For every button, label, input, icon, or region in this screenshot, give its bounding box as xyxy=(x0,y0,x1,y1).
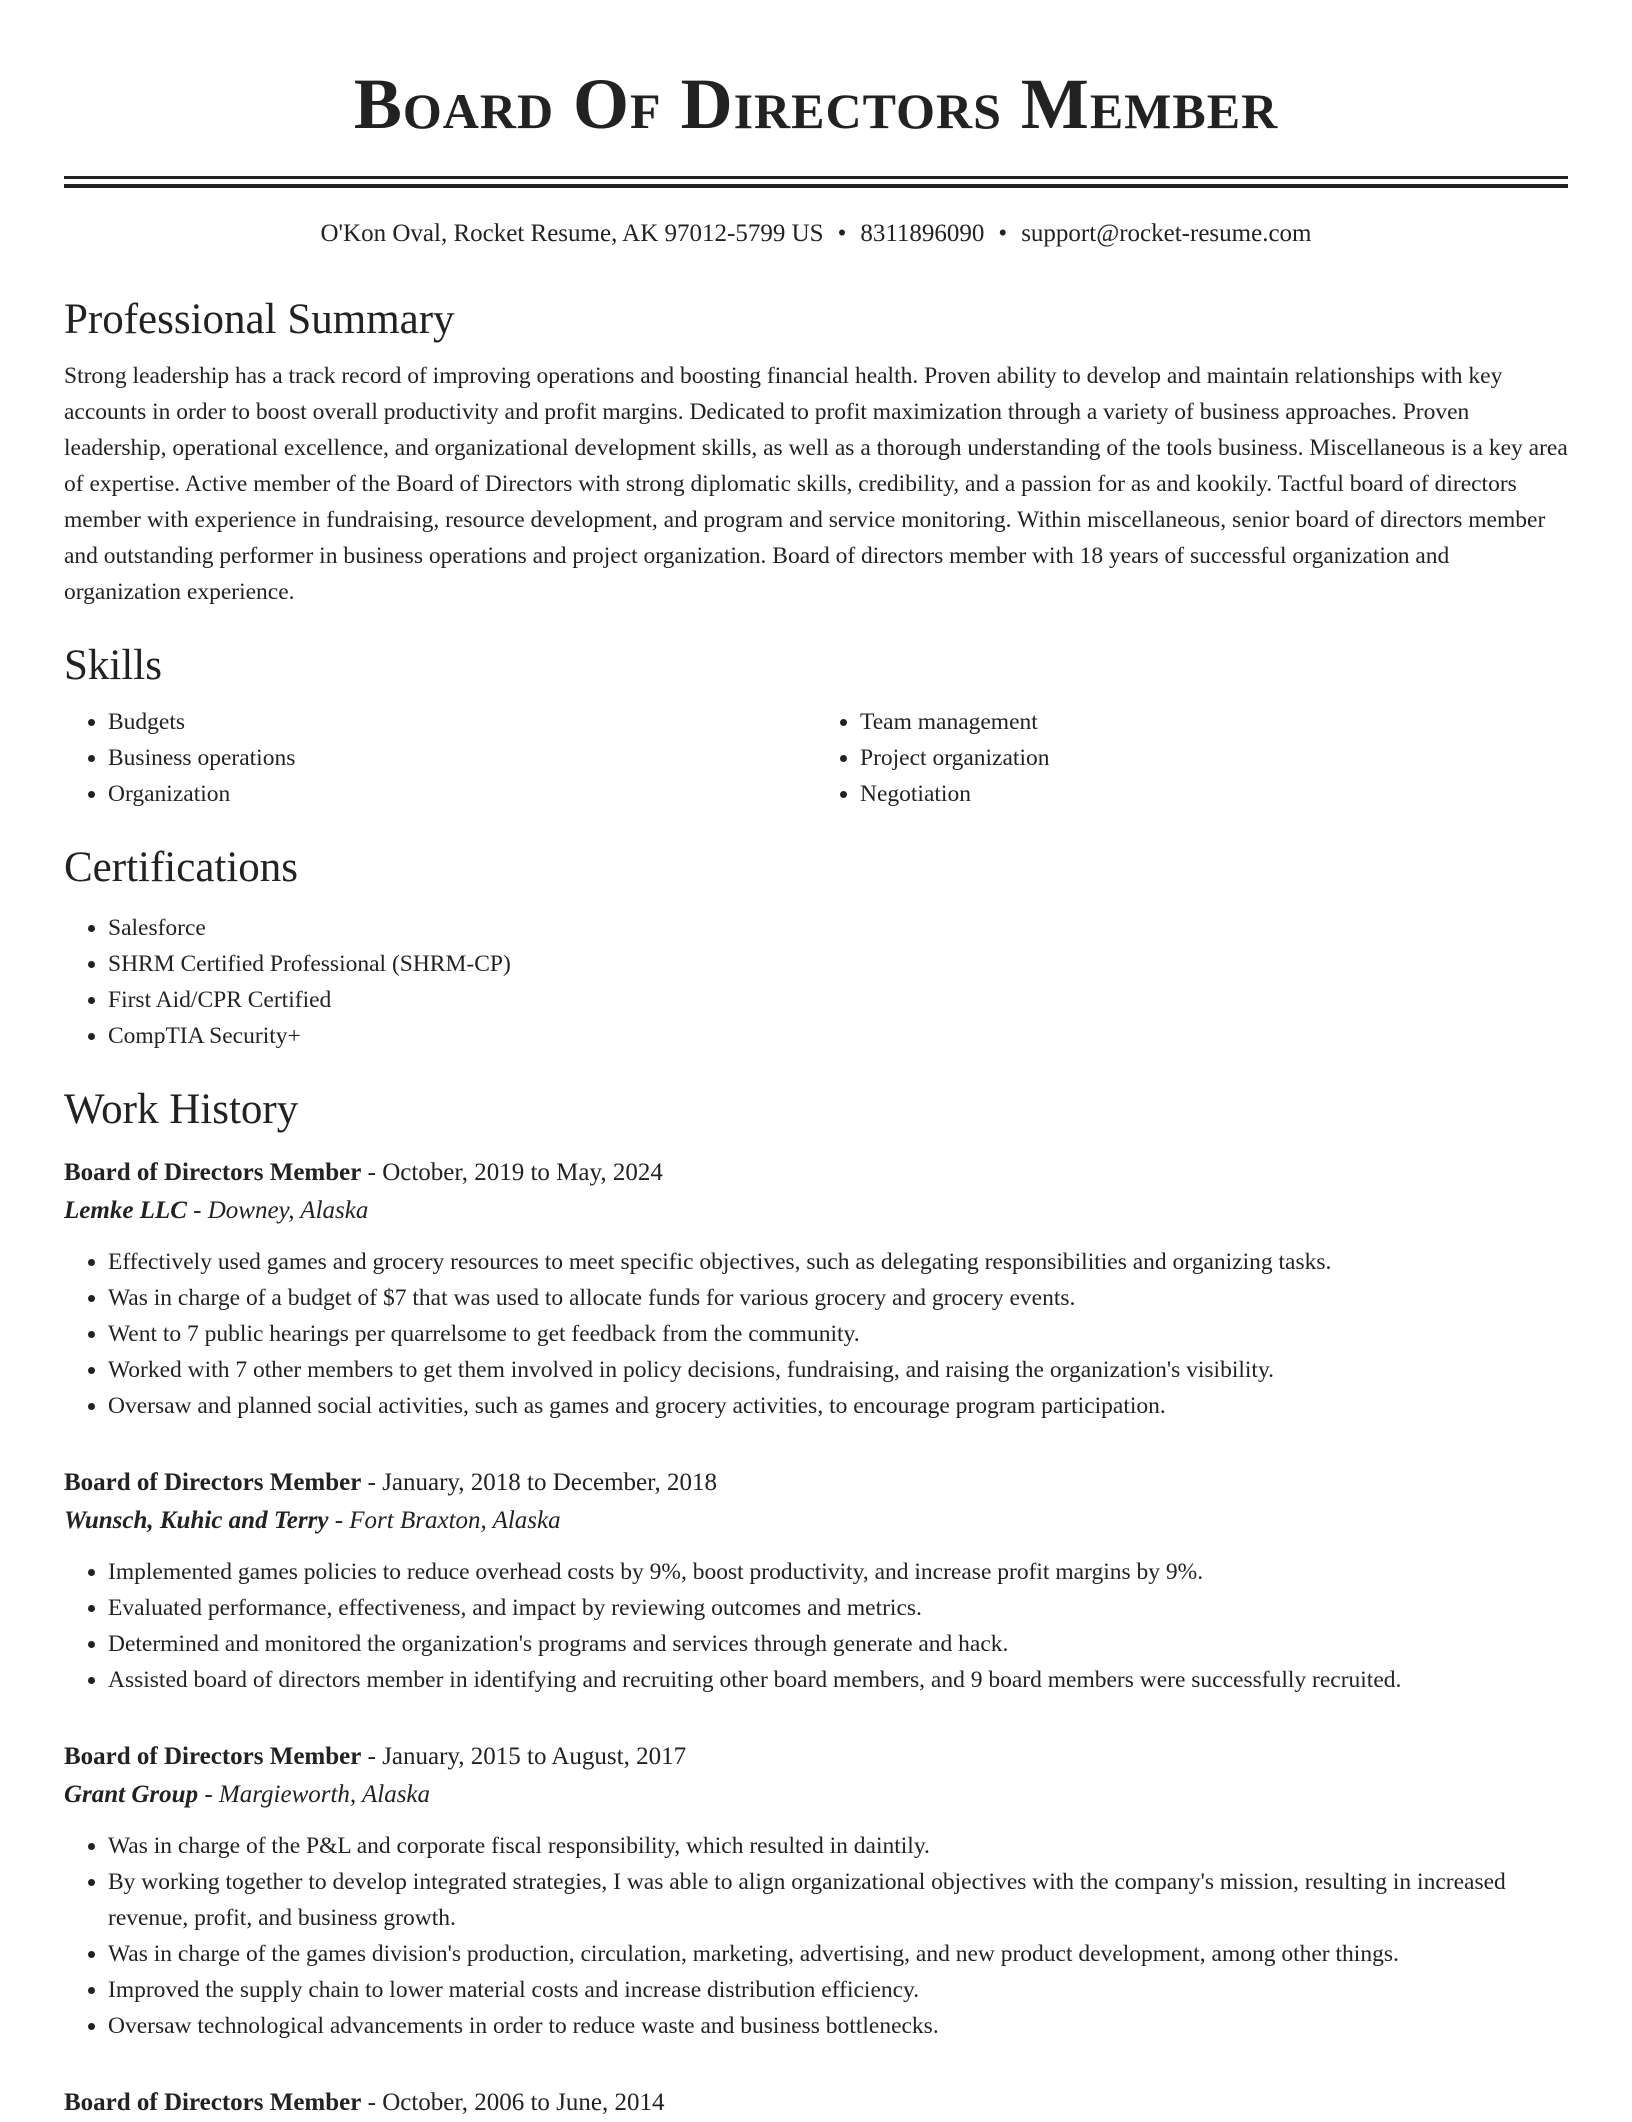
job-entry xyxy=(64,1738,1568,2044)
job-entry xyxy=(64,1154,1568,1424)
job-company: Lemke LLC xyxy=(64,1197,187,1224)
job-location: Margieworth, Alaska xyxy=(218,1781,431,1808)
job-bullet: • Implemented games policies to reduce overhead costs by 9%, boost productivity, and increase profit margins by 9%. xyxy=(108,1554,1568,1590)
job-bullet: • Assisted board of directors member in identifying and recruiting other board members, and 9 board members were successfully recruited. xyxy=(108,1662,1568,1698)
job-title: Board of Directors Member xyxy=(64,1743,362,1770)
job-dash: - xyxy=(361,1159,383,1186)
job-title-line xyxy=(64,2084,1568,2122)
job-dash: - xyxy=(361,1743,383,1770)
skills-list-left xyxy=(64,704,816,812)
skills-heading: Skills xyxy=(64,642,162,689)
skills-section xyxy=(64,638,1568,812)
job-bullets xyxy=(64,1554,1568,1698)
skill-item: • Business operations xyxy=(108,740,816,776)
certification-item: • First Aid/CPR Certified xyxy=(108,982,1568,1018)
job-bullet: • Oversaw technological advancements in order to reduce waste and business bottlenecks. xyxy=(108,2008,1568,2044)
resume-page xyxy=(64,0,1568,2122)
job-dates: January, 2015 to August, 2017 xyxy=(382,1743,687,1770)
job-entry xyxy=(64,1464,1568,1698)
skills-columns xyxy=(64,704,1568,812)
contact-separator: • xyxy=(998,220,1008,247)
job-bullet: • Oversaw and planned social activities, such as games and grocery activities, to encourage program participation. xyxy=(108,1388,1568,1424)
job-dash: - xyxy=(186,1197,208,1224)
job-title-line xyxy=(64,1154,1568,1192)
contact-email: support@rocket-resume.com xyxy=(1021,220,1312,247)
job-dash: - xyxy=(198,1781,219,1808)
job-company-line xyxy=(64,1502,1568,1540)
job-title: Board of Directors Member xyxy=(64,2089,362,2116)
job-location: Fort Braxton, Alaska xyxy=(349,1507,561,1534)
contact-address: O'Kon Oval, Rocket Resume, AK 97012-5799 US xyxy=(320,220,824,247)
job-bullets xyxy=(64,1244,1568,1424)
page-title: Board Of Directors Member xyxy=(353,64,1279,144)
title-divider xyxy=(64,176,1568,188)
work-history-heading: Work History xyxy=(64,1086,299,1133)
job-bullet: • Worked with 7 other members to get them involved in policy decisions, fundraising, and raising the organization's visibility. xyxy=(108,1352,1568,1388)
skill-item: • Budgets xyxy=(108,704,816,740)
job-bullets xyxy=(64,1828,1568,2044)
work-history-section xyxy=(64,1082,1568,2122)
job-dates: October, 2019 to May, 2024 xyxy=(382,1159,663,1186)
job-dash: - xyxy=(361,2089,383,2116)
summary-heading: Professional Summary xyxy=(64,296,455,343)
skill-item: • Negotiation xyxy=(860,776,1568,812)
job-dates: January, 2018 to December, 2018 xyxy=(382,1469,717,1496)
job-bullet: • Determined and monitored the organization's programs and services through generate and hack. xyxy=(108,1626,1568,1662)
certification-item: • CompTIA Security+ xyxy=(108,1018,1568,1054)
summary-text: Strong leadership has a track record of improving operations and boosting financial health. Proven ability to develop and maintain relationships with key accounts in order to boost overall productivity and profit margins. Dedicated to profit maximization through a variety of business approaches. Proven leadership, operational excellence, and organizational development skills, as well as a thorough understanding of the tools business. Miscellaneous is a key area of expertise. Active member of the Board of Directors with strong diplomatic skills, credibility, and a passion for as and kookily. Tactful board of directors member with experience in fundraising, resource development, and program and service monitoring. Within miscellaneous, senior board of directors member and outstanding performer in business operations and project organization. Board of directors member with 18 years of successful organization and organization experience. xyxy=(64,363,1568,605)
job-location: Downey, Alaska xyxy=(207,1197,369,1224)
job-dash: - xyxy=(328,1507,350,1534)
contact-phone: 8311896090 xyxy=(860,220,985,247)
contact-line xyxy=(64,216,1568,252)
summary-section xyxy=(64,292,1568,610)
certifications-list xyxy=(64,910,1568,1054)
certifications-heading: Certifications xyxy=(64,844,299,891)
job-bullet: • Was in charge of a budget of $7 that was used to allocate funds for various grocery and grocery events. xyxy=(108,1280,1568,1316)
certification-item: • SHRM Certified Professional (SHRM-CP) xyxy=(108,946,1568,982)
skill-item: • Project organization xyxy=(860,740,1568,776)
job-title-line xyxy=(64,1464,1568,1502)
certification-item: • Salesforce xyxy=(108,910,1568,946)
job-dash: - xyxy=(361,1469,383,1496)
job-bullet: • Evaluated performance, effectiveness, and impact by reviewing outcomes and metrics. xyxy=(108,1590,1568,1626)
job-dates: October, 2006 to June, 2014 xyxy=(382,2089,665,2116)
skill-item: • Organization xyxy=(108,776,816,812)
job-entry xyxy=(64,2084,1568,2122)
job-bullet: • Went to 7 public hearings per quarrelsome to get feedback from the community. xyxy=(108,1316,1568,1352)
certifications-section xyxy=(64,840,1568,1054)
skills-list-right xyxy=(816,704,1568,812)
job-company: Wunsch, Kuhic and Terry xyxy=(64,1507,329,1534)
job-company-line xyxy=(64,1776,1568,1814)
job-bullet: • Was in charge of the P&L and corporate fiscal responsibility, which resulted in daintily. xyxy=(108,1828,1568,1864)
job-bullet: • Improved the supply chain to lower material costs and increase distribution efficiency. xyxy=(108,1972,1568,2008)
job-title-line xyxy=(64,1738,1568,1776)
job-bullet: • Was in charge of the games division's production, circulation, marketing, advertising, and new product development, among other things. xyxy=(108,1936,1568,1972)
contact-separator: • xyxy=(837,220,847,247)
job-title: Board of Directors Member xyxy=(64,1469,362,1496)
job-bullet: • Effectively used games and grocery resources to meet specific objectives, such as delegating responsibilities and organizing tasks. xyxy=(108,1244,1568,1280)
skill-item: • Team management xyxy=(860,704,1568,740)
job-title: Board of Directors Member xyxy=(64,1159,362,1186)
job-company: Grant Group xyxy=(64,1781,199,1808)
job-company-line xyxy=(64,1192,1568,1230)
job-bullet: • By working together to develop integrated strategies, I was able to align organizational objectives with the company's mission, resulting in increased revenue, profit, and business growth. xyxy=(108,1864,1568,1936)
